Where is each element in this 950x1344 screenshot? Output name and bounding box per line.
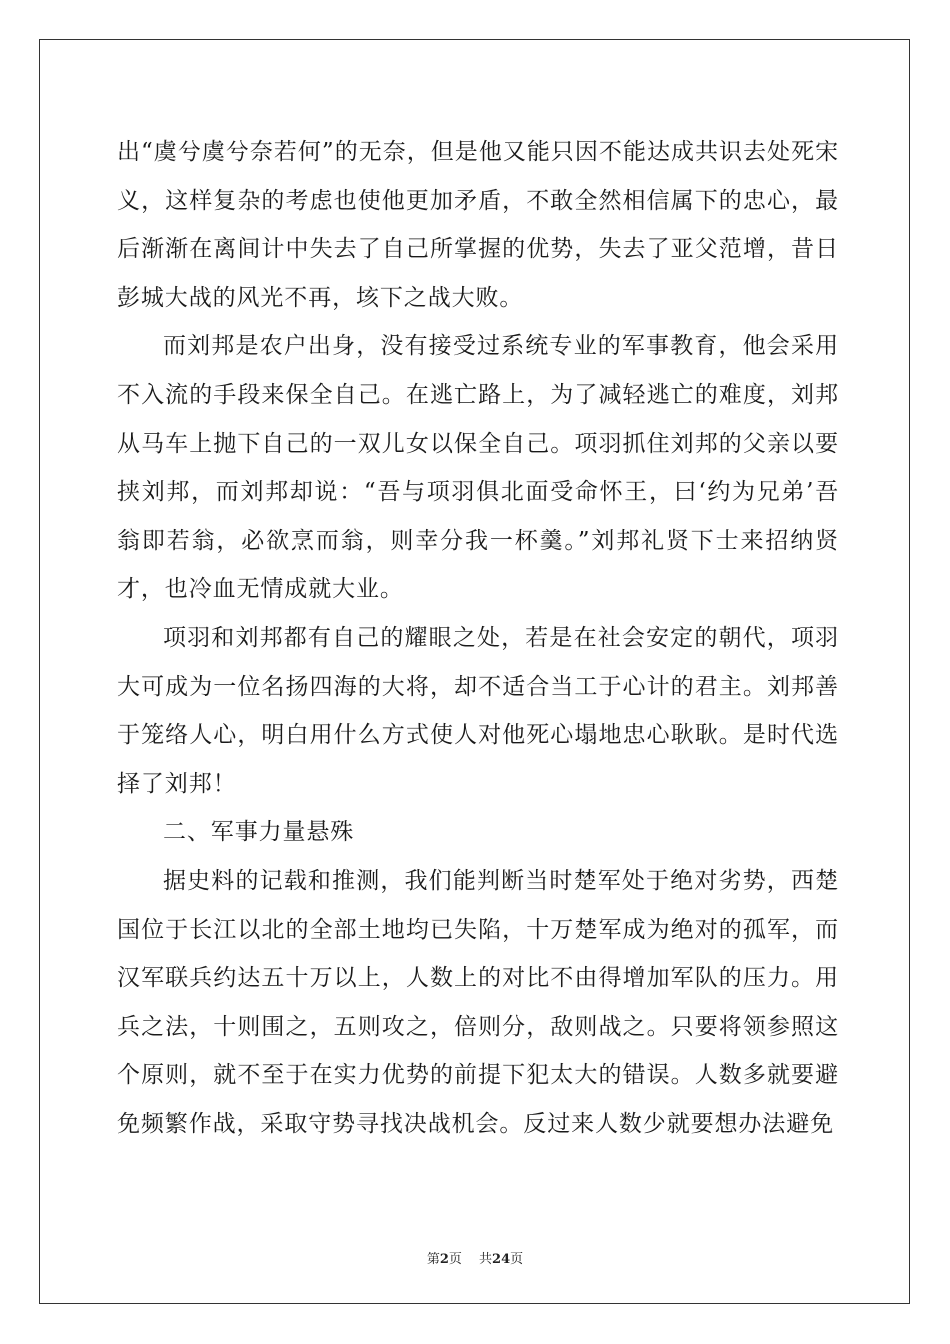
- paragraph-liu-bang-origin: 而刘邦是农户出身，没有接受过系统专业的军事教育，他会采用不入流的手段来保全自己。在逃亡路上，为了减轻逃亡的难度，刘邦从马车上抛下自己的一双儿女以保全自己。项羽抓住刘邦的父亲以要挟刘邦，而刘邦却说：“吾与项羽俱北面受命怀王，曰‘约为兄弟’吾翁即若翁，必欲烹而翁，则幸分我一杯羹。”刘邦礼贤下士来招纳贤才，也冷血无情成就大业。: [117, 333, 839, 603]
- footer-total-pages: 24: [492, 1252, 511, 1267]
- footer-page-number: 2: [439, 1252, 449, 1267]
- paragraph-continued: 出“虞兮虞兮奈若何”的无奈，但是他又能只因不能达成共识去处死宋义，这样复杂的考虑也使他更加矛盾，不敢全然相信属下的忠心，最后渐渐在离间计中失去了自己所掌握的优势，失去了亚父范增，昔日彭城大战的风光不再，垓下之战大败。: [117, 139, 839, 311]
- footer-page-suffix: 页 共: [448, 1252, 493, 1267]
- section-heading: 二、军事力量悬殊: [163, 819, 355, 846]
- page-footer: [0, 1248, 950, 1267]
- paragraph-military-strength: 据史料的记载和推测，我们能判断当时楚军处于绝对劣势，西楚国位于长江以北的全部土地均已失陷，十万楚军成为绝对的孤军，而汉军联兵约达五十万以上，人数上的对比不由得增加军队的压力。用兵之法，十则围之，五则攻之，倍则分，敌则战之。只要将领参照这个原则，就不至于在实力优势的前提下犯太大的错误。人数多就要避免频繁作战，采取守势寻找决战机会。反过来人数少就要想办法避免: [117, 867, 839, 1137]
- footer-total-suffix: 页: [510, 1252, 524, 1267]
- document-body: [117, 128, 839, 1148]
- paragraph-comparison: 项羽和刘邦都有自己的耀眼之处，若是在社会安定的朝代，项羽大可成为一位名扬四海的大将，却不适合当工于心计的君主。刘邦善于笼络人心，明白用什么方式使人对他死心塌地忠心耿耿。是时代选择了刘邦！: [117, 624, 839, 797]
- footer-prefix: 第: [426, 1252, 440, 1267]
